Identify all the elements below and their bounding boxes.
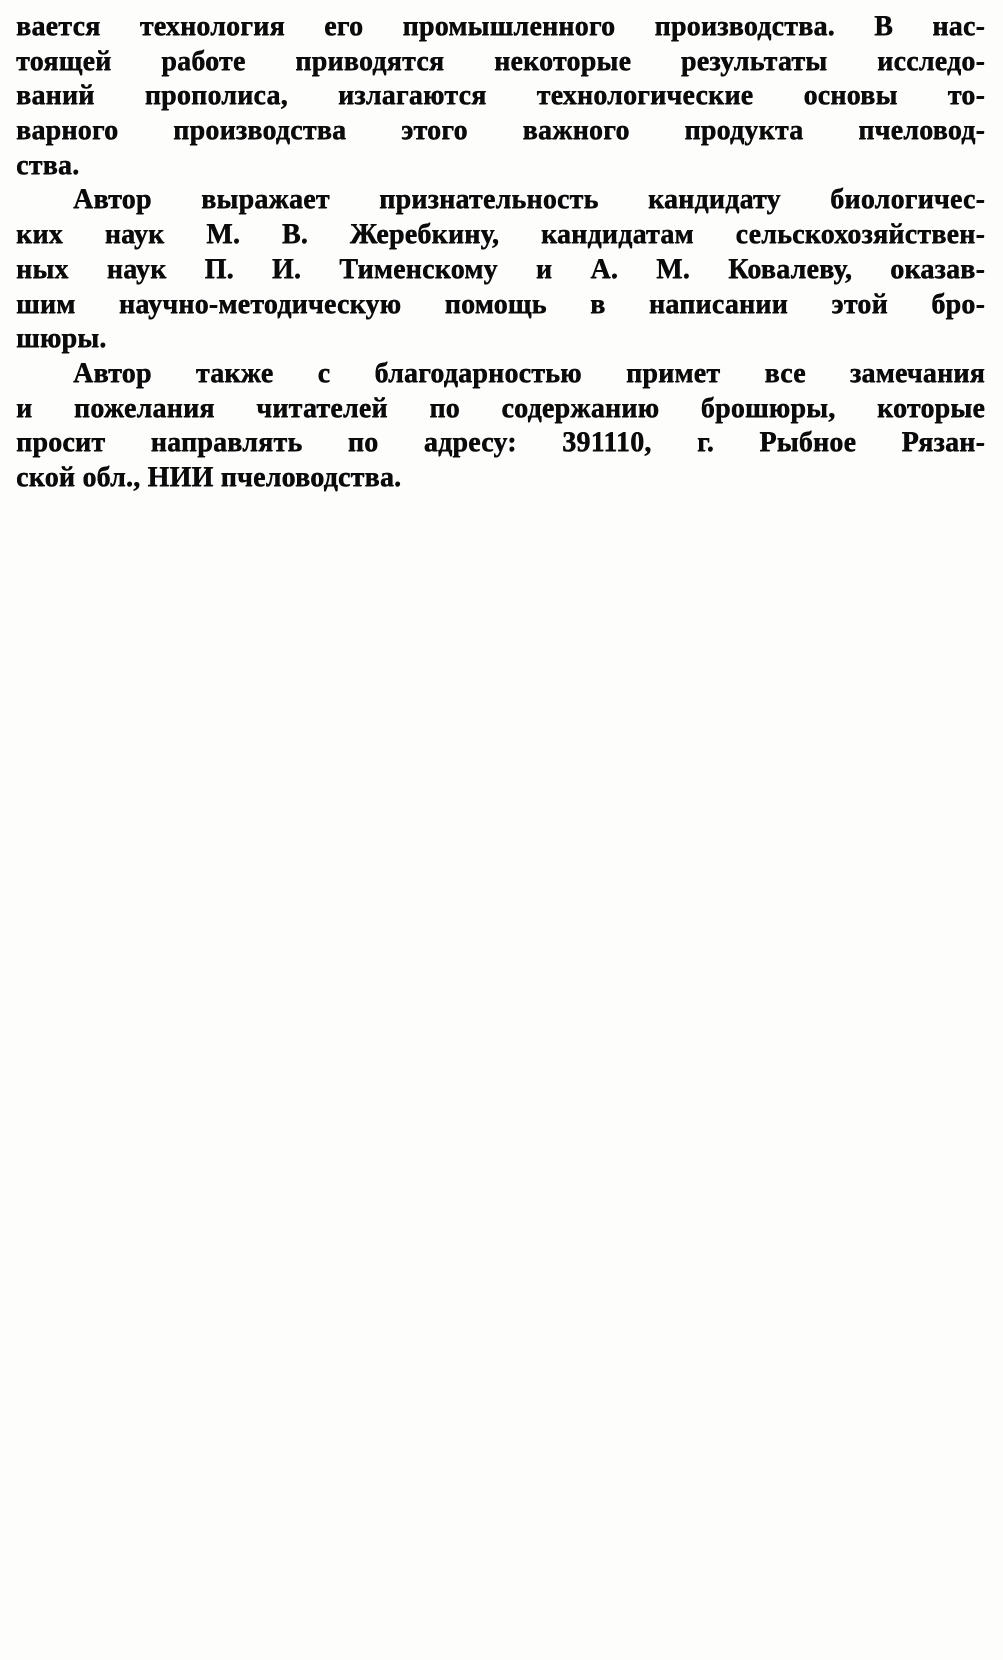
text-line: вается технология его промышленного производства. В нас- — [16, 11, 985, 42]
text-line: ства. — [16, 149, 80, 181]
text-block — [0, 0, 1003, 496]
text-line: шим научно-методическую помощь в написании этой бро- — [16, 288, 985, 320]
paragraph-3 — [16, 357, 985, 496]
paragraph-1 — [16, 10, 985, 183]
text-line: Автор выражает признательность кандидату биологичес- — [73, 184, 985, 216]
text-line: ской обл., НИИ пчеловодства. — [16, 461, 402, 493]
text-line: ваний прополиса, излагаются технологические основы то- — [16, 80, 985, 112]
text-line: тоящей работе приводятся некоторые результаты исследо- — [16, 45, 985, 77]
text-line: ких наук М. В. Жеребкину, кандидатам сельскохозяйствен- — [16, 219, 985, 251]
paragraph-2 — [16, 183, 985, 356]
text-line: варного производства этого важного продукта пчеловод- — [16, 115, 985, 147]
text-line: Автор также с благодарностью примет все замечания — [73, 357, 985, 389]
text-line: и пожелания читателей по содержанию брошюры, которые — [16, 392, 985, 424]
text-line: просит направлять по адресу: 391110, г. Рыбное Рязан- — [16, 427, 985, 459]
text-line: шюры. — [16, 323, 107, 355]
text-line: ных наук П. И. Тименскому и А. М. Ковалеву, оказав- — [16, 253, 985, 285]
